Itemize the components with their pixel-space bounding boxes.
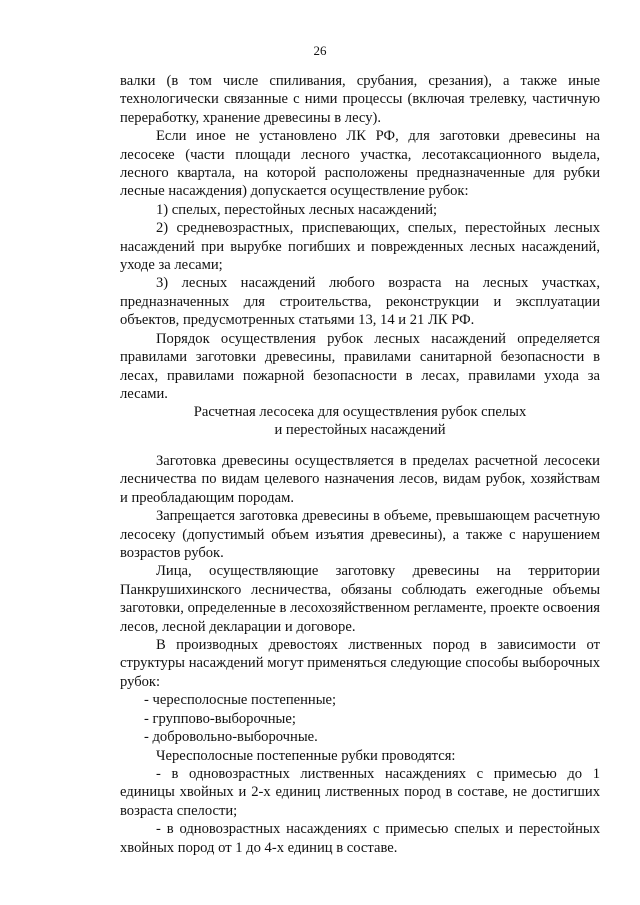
bullet-item: - группово-выборочные; (144, 710, 296, 727)
paragraph-continuation: валки (в том числе спиливания, срубания, срезания), а также иные технологически связанные с ними процессы (включая трелевку, частичную переработку, хранение древесины в лесу). (120, 73, 600, 126)
text-block-bottom (120, 452, 600, 857)
list-item: 3) лесных насаждений любого возраста на лесных участках, предназначенных для строительства, реконструкции и эксплуатации объектов, предусмотренных статьями 13, 14 и 21 ЛК РФ. (120, 275, 600, 329)
paragraph: Запрещается заготовка древесины в объеме, превышающем расчетную лесосеку (допустимый объем изъятия древесины), а также с нарушением возрастов рубок. (120, 508, 600, 562)
bullet-item: - добровольно-выборочные. (144, 729, 318, 746)
list-item: 2) средневозрастных, приспевающих, спелых, перестойных лесных насаждений при вырубке погибших и поврежденных лесных насаждений, уходе за лесами; (120, 220, 600, 274)
paragraph: Порядок осуществления рубок лесных насаждений определяется правилами заготовки древесины, правилами санитарной безопасности в лесах, правилами пожарной безопасности в лесах, правилами ухода за лесами. (120, 330, 600, 402)
bullet-item: - в одновозрастных насаждениях с примесью спелых и перестойных хвойных пород от 1 до 4-х единиц в составе. (120, 821, 600, 856)
bullet-item: - в одновозрастных лиственных насаждениях с примесью до 1 единицы хвойных и 2-х единиц лиственных пород в составе, не достигших возраста спелости; (120, 765, 600, 819)
paragraph: Заготовка древесины осуществляется в пределах расчетной лесосеки лесничества по видам целевого назначения лесов, видам рубок, хозяйствам и преобладающим породам. (120, 453, 600, 506)
section-heading-line: Расчетная лесосека для осуществления рубок спелых (193, 404, 527, 420)
paragraph: Лица, осуществляющие заготовку древесины на территории Панкрушихинского лесничества, обязаны соблюдать ежегодные объемы заготовки, определенные в лесохозяйственном регламенте, проекте освоения лесов, лесной декларации и договоре. (120, 563, 600, 635)
paragraph: Если иное не установлено ЛК РФ, для заготовки древесины на лесосеке (части площади лесного участка, лесотаксационного выдела, лесного квартала, на которой расположены предназначенные для рубки лесные насаждения) допускается осуществление рубок: (120, 128, 600, 200)
section-heading-line: и перестойных насаждений (274, 422, 446, 439)
page-number: 26 (313, 43, 327, 58)
paragraph: Чересполосные постепенные рубки проводятся: (156, 747, 456, 764)
text-block-top (120, 72, 600, 403)
bullet-item: - чересполосные постепенные; (144, 692, 337, 709)
list-item: 1) спелых, перестойных лесных насаждений; (156, 201, 438, 218)
paragraph: В производных древостоях лиственных пород в зависимости от структуры насаждений могут применяться следующие способы выборочных рубок: (120, 637, 600, 690)
section-heading (120, 403, 600, 440)
